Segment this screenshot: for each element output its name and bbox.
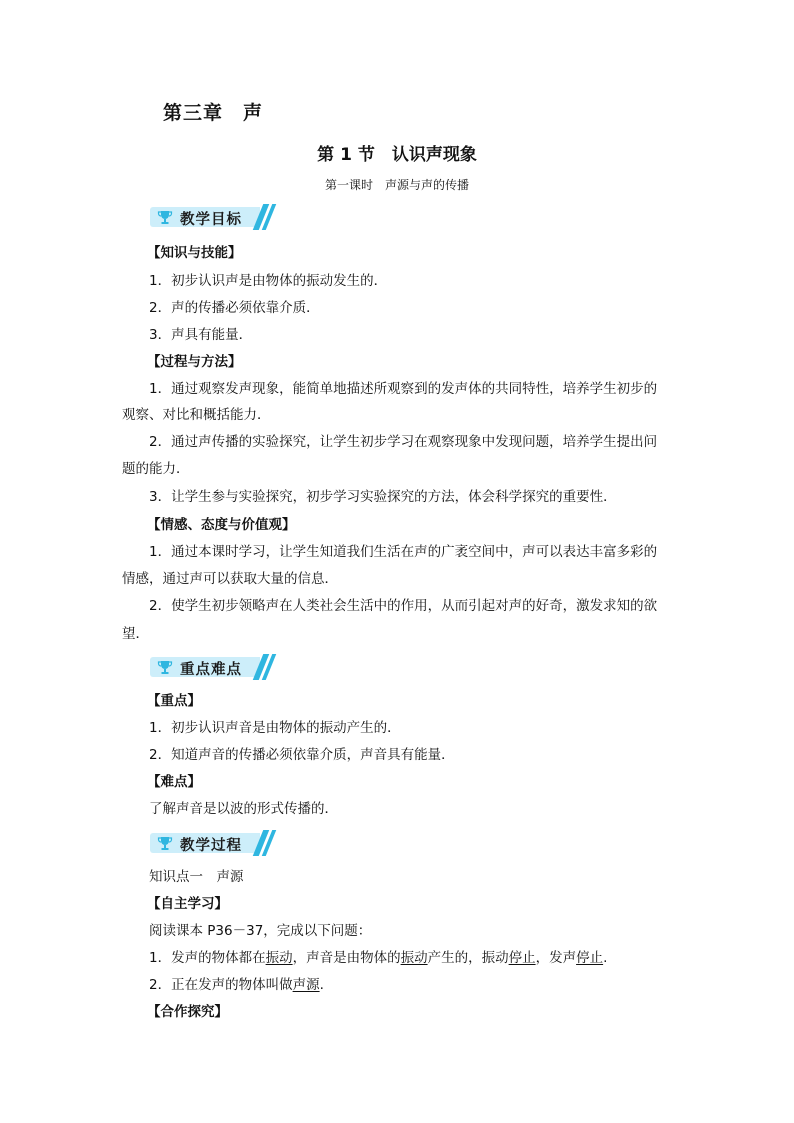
knowledge-skills-heading: 【知识与技能】 (147, 245, 242, 261)
answer-blank: 振动 (265, 950, 293, 966)
emotion-line: 1．通过本课时学习，让学生知道我们生活在声的广袤空间中，声可以表达丰富多彩的 (149, 544, 658, 560)
question-text: . (603, 950, 608, 966)
question-text: 1．发声的物体都在 (149, 950, 266, 966)
knowledge-item: 2．声的传播必须依靠介质． (149, 300, 320, 316)
question-text: 2．正在发声的物体叫做 (149, 977, 293, 993)
emotion-line: 望． (122, 626, 149, 642)
section-title: 第 1 节 认识声现象 (317, 145, 477, 165)
lesson-title: 第一课时 声源与声的传播 (324, 178, 469, 192)
question-2 (149, 976, 324, 994)
chapter-title: 第三章 声 (163, 102, 264, 124)
emotion-line: 2．使学生初步领略声在人类社会生活中的作用，从而引起对声的好奇，激发求知的欲 (149, 598, 658, 614)
knowledge-item: 1．初步认识声是由物体的振动发生的． (149, 273, 388, 289)
question-text: ，发声 (535, 950, 577, 966)
emotion-line: 情感，通过声可以获取大量的信息． (122, 571, 338, 587)
focus-item: 1．初步认识声音是由物体的振动产生的． (149, 720, 401, 736)
trophy-icon (157, 836, 173, 851)
process-line: 2．通过声传播的实验探究，让学生初步学习在观察现象中发现问题，培养学生提出问 (149, 434, 658, 450)
process-line: 观察、对比和概括能力． (122, 407, 271, 423)
banner-teaching-process (150, 830, 275, 856)
emotion-heading: 【情感、态度与价值观】 (147, 517, 296, 533)
process-line: 3．让学生参与实验探究，初步学习实验探究的方法，体会科学探究的重要性． (149, 489, 617, 505)
trophy-icon (157, 660, 173, 675)
reading-instruction: 阅读课本 P36－37，完成以下问题： (149, 923, 372, 939)
process-method-heading: 【过程与方法】 (147, 354, 242, 370)
banner-label: 重点难点 (180, 662, 242, 678)
answer-blank: 声源 (292, 977, 320, 993)
process-line: 题的能力． (122, 461, 190, 477)
question-text: ，声音是由物体的 (292, 950, 401, 966)
focus-heading: 【重点】 (147, 693, 201, 709)
banner-label: 教学过程 (180, 838, 242, 854)
cooperate-heading: 【合作探究】 (147, 1004, 228, 1020)
banner-teaching-goals (150, 204, 275, 230)
focus-item: 2．知道声音的传播必须依靠介质，声音具有能量． (149, 747, 455, 763)
difficulty-heading: 【难点】 (147, 774, 201, 790)
self-study-heading: 【自主学习】 (147, 896, 228, 912)
banner-key-points (150, 654, 275, 680)
trophy-icon (157, 210, 173, 225)
answer-blank: 停止 (576, 950, 604, 966)
banner-label: 教学目标 (180, 212, 242, 228)
knowledge-point-title: 知识点一 声源 (149, 869, 244, 885)
answer-blank: 振动 (400, 950, 428, 966)
question-text: 产生的，振动 (427, 950, 509, 966)
knowledge-item: 3．声具有能量． (149, 327, 253, 343)
question-1 (149, 949, 607, 967)
question-text: . (319, 977, 324, 993)
process-line: 1．通过观察发声现象，能简单地描述所观察到的发声体的共同特性，培养学生初步的 (149, 381, 658, 397)
answer-blank: 停止 (508, 950, 536, 966)
difficulty-text: 了解声音是以波的形式传播的． (149, 801, 338, 817)
